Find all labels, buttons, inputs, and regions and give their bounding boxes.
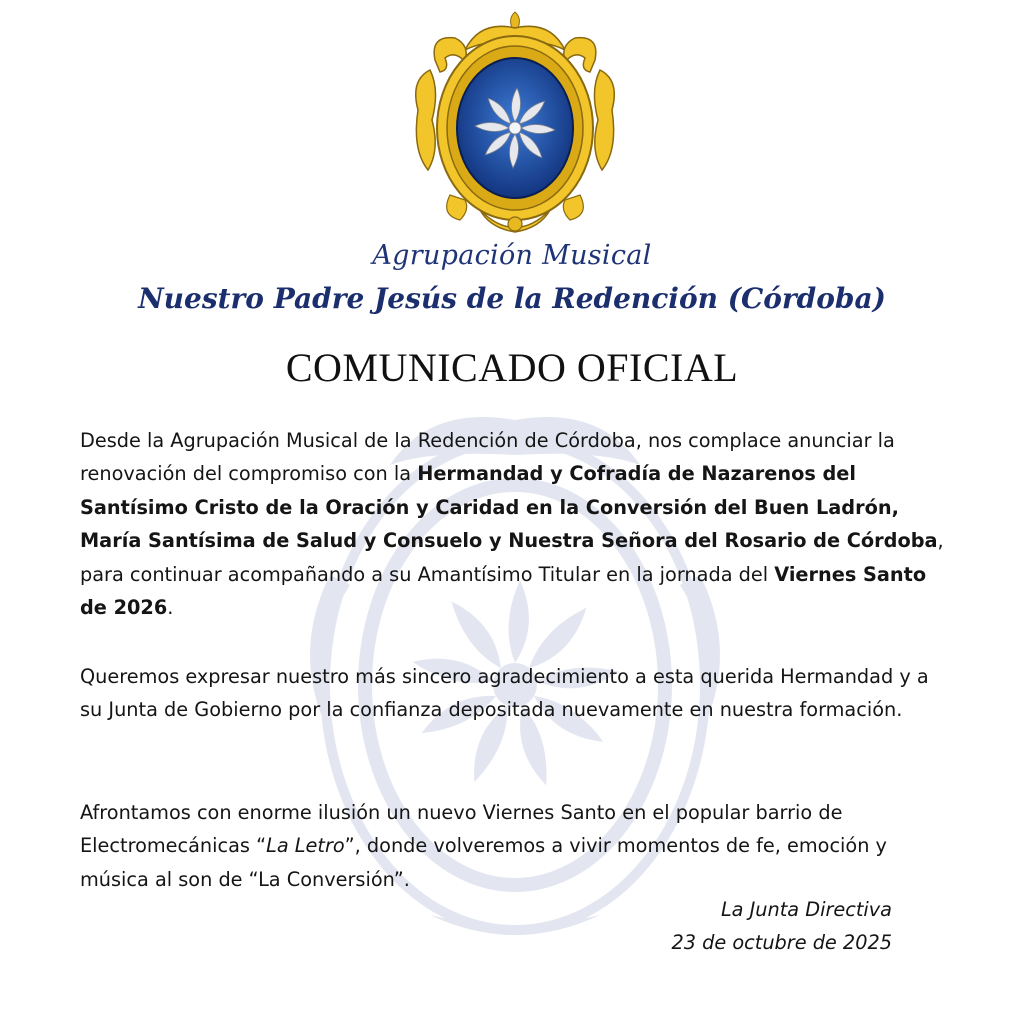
- text-run: ”, donde volveremos a vivir momentos de fe, emoción y música al son de “La Conversión”.: [80, 834, 887, 891]
- signature-name: La Junta Directiva: [720, 898, 892, 921]
- bold-brotherhood-name: Hermandad y Cofradía de Nazarenos del Santísimo Cristo de la Oración y Caridad en la Conversión del Buen Ladrón, María Santísima de Salud y Consuelo y Nuestra Señora del Rosario de Córdoba: [80, 462, 938, 553]
- organization-subtitle: Agrupación Musical: [372, 240, 652, 271]
- signature-date: 23 de octubre de 2025: [671, 931, 892, 954]
- text-run: , para continuar acompañando a su Amantísimo Titular en la jornada del: [80, 529, 944, 586]
- text-run: .: [167, 596, 174, 620]
- paragraph-closing: [80, 796, 950, 896]
- organization-name: Nuestro Padre Jesús de la Redención (Córdoba): [138, 282, 886, 315]
- document-title: COMUNICADO OFICIAL: [285, 345, 739, 390]
- italic-nickname: La Letro: [266, 834, 345, 858]
- text-run: Desde la Agrupación Musical de la Redención de Córdoba, nos complace anunciar la renovación del compromiso con la: [80, 429, 895, 486]
- crest-logo: [410, 10, 620, 238]
- bold-event-date: Viernes Santo de 2026: [80, 562, 927, 620]
- paragraph-announcement: [80, 424, 950, 624]
- text-run: Afrontamos con enorme ilusión un nuevo Viernes Santo en el popular barrio de Electromecánicas “: [80, 801, 843, 858]
- paragraph-gratitude: Queremos expresar nuestro más sincero agradecimiento a esta querida Hermandad y a su Junta de Gobierno por la confianza depositada nuevamente en nuestra formación.: [80, 665, 929, 722]
